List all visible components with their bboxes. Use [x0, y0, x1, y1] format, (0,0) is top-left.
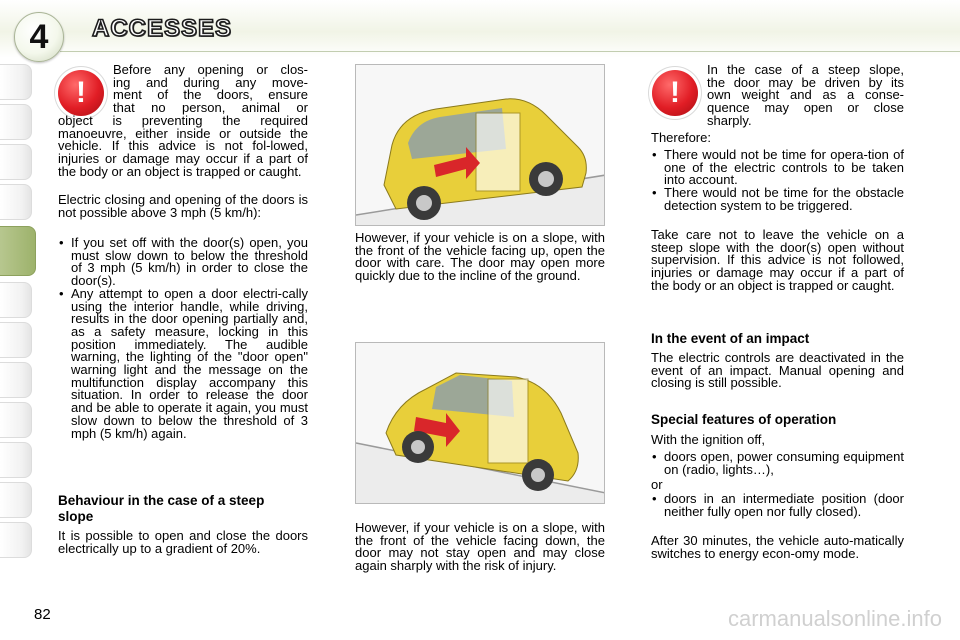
chapter-tab[interactable] — [0, 522, 32, 558]
energy-economy-paragraph: After 30 minutes, the vehicle auto-matically switches to energy econ-omy mode. — [651, 533, 904, 561]
text-line: Before any opening or clos- — [113, 62, 308, 77]
chapter-title: ACCESSES — [92, 15, 233, 42]
text-line: ing and during any move- — [113, 74, 308, 90]
special-bullet-list-1 — [651, 451, 904, 476]
bullet-item: • There would not be time for opera-tion of one of the electric controls to be taken into account. — [651, 149, 904, 187]
text-line: In the case of a steep slope, — [707, 62, 904, 77]
text-line: own weight and as a conse- — [707, 87, 904, 103]
caption-slope-up: However, if your vehicle is on a slope, with the front of the vehicle facing up, open the door with care. The door may open more quickly due to the incline of the ground. — [355, 230, 605, 284]
chapter-tab[interactable] — [0, 64, 32, 100]
chapter-tab[interactable] — [0, 402, 32, 438]
chapter-number: 4 — [29, 17, 49, 56]
text-line: quence may open or close — [707, 100, 904, 116]
bullet-item: • doors open, power consuming equipment on (radio, lights…), — [651, 451, 904, 476]
text-line: that no person, animal or — [113, 100, 308, 116]
chapter-tab[interactable] — [0, 104, 32, 140]
chapter-tab[interactable] — [0, 184, 32, 220]
section-heading-special-features: Special features of operation — [651, 412, 837, 427]
impact-paragraph: The electric controls are deactivated in the event of an impact. Manual opening and closing is still possible. — [651, 350, 904, 391]
text-line: sharply. — [707, 112, 752, 128]
special-bullet-list-2 — [651, 493, 904, 518]
left-intro-wrapped — [113, 64, 308, 115]
unattended-warning-paragraph: Take care not to leave the vehicle on a steep slope with the door(s) open without supervision. If this advice is not followed, injuries or damage may occur if a part of the body or an object is trapped or caught. — [651, 227, 904, 293]
bullet-item: • If you set off with the door(s) open, you must slow down to below the threshold of 3 mph (5 km/h) in order to close the door(s). — [58, 237, 308, 288]
or-label: or — [651, 477, 663, 492]
warning-exclamation-icon: ! — [652, 70, 698, 116]
chapter-tab[interactable] — [0, 362, 32, 398]
steep-slope-paragraph: It is possible to open and close the doors electrically up to a gradient of 20%. — [58, 528, 308, 556]
car-slope-up-drawing — [356, 65, 605, 226]
chapter-number-badge — [14, 12, 64, 62]
caption-slope-down: However, if your vehicle is on a slope, with the front of the vehicle facing down, the door may not stay open and may close again sharply with the risk of injury. — [355, 520, 605, 574]
ignition-off-label: With the ignition off, — [651, 432, 765, 447]
chapter-tab[interactable] — [0, 322, 32, 358]
illustration-car-slope-down — [355, 342, 605, 504]
bullet-item: • There would not be time for the obstacle detection system to be triggered. — [651, 187, 904, 212]
car-slope-down-drawing — [356, 343, 605, 504]
chapter-tab[interactable] — [0, 144, 32, 180]
electric-closing-paragraph: Electric closing and opening of the doors is not possible above 3 mph (5 km/h): — [58, 192, 308, 220]
right-bullet-list — [651, 149, 904, 213]
chapter-tab[interactable] — [0, 482, 32, 518]
chapter-tab[interactable] — [0, 442, 32, 478]
right-intro-wrapped — [707, 64, 904, 128]
warning-exclamation-icon: ! — [58, 70, 104, 116]
bullet-item: • doors in an intermediate position (door neither fully open nor fully closed). — [651, 493, 904, 518]
section-heading-impact: In the event of an impact — [651, 331, 810, 346]
illustration-car-slope-up — [355, 64, 605, 226]
chapter-tab[interactable] — [0, 282, 32, 318]
chapter-tab-active[interactable] — [0, 226, 36, 276]
page-number: 82 — [34, 606, 51, 623]
text-line: ment of the doors, ensure — [113, 87, 308, 103]
therefore-label: Therefore: — [651, 130, 711, 145]
watermark: carmanualsonline.info — [727, 606, 942, 631]
text-line: the door may be driven by its — [707, 74, 904, 90]
left-intro-paragraph: object is preventing the required manoeuvre, either inside or outside the vehicle. If this advice is not fol-lowed, injuries or damage may occur if a part of the body or an object is trapped or caught. — [58, 113, 308, 179]
bullet-item: • Any attempt to open a door electri-cally using the interior handle, while driving, results in the door opening partially and, as a safety measure, locking in this position immediately. The audible warning, the lighting of the "door open" warning light and the message on the multifunction display accompany this situation. In order to release the door and be able to operate it again, you must slow down to below the threshold of 3 mph (5 km/h) again. — [58, 288, 308, 440]
section-heading-steep-slope: Behaviour in the case of a steep slope — [58, 493, 265, 524]
left-bullet-list — [58, 237, 308, 440]
header-rule — [60, 51, 960, 52]
